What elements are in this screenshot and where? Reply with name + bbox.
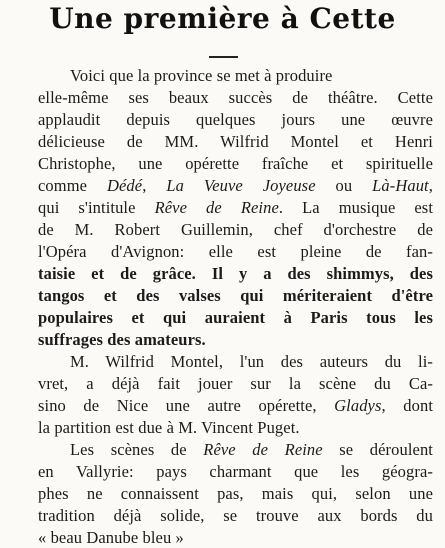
text-run: en Vallyrie: pays charmant que les géogra- — [38, 462, 433, 481]
text-run: elle-même ses beaux succès de théâtre. Cette — [38, 88, 433, 107]
text-run: Christophe, une opérette fraîche et spirituelle — [38, 154, 433, 173]
text-run: applaudit depuis quelques jours une œuvre — [38, 110, 433, 129]
text-run: populaires et qui auraient à Paris tous les — [38, 308, 433, 327]
text-line — [38, 418, 433, 438]
text-run: suffrages des amateurs. — [38, 330, 206, 349]
italic-title: Dédé — [106, 176, 143, 195]
text-line — [38, 242, 433, 262]
text-run: phes ne connaissent pas, mais qui, selon une — [38, 484, 433, 503]
text-run: , — [428, 176, 433, 195]
text-run: . La musique est — [278, 198, 434, 217]
text-line — [38, 308, 433, 328]
text-run: l'Opéra d'Avignon: elle est pleine de fan- — [38, 242, 433, 261]
text-line — [38, 506, 433, 526]
text-line — [38, 286, 433, 306]
text-run: taisie et de grâce. Il y a des shimmys, des — [38, 264, 433, 283]
text-run: la partition est due à M. Vincent Puget. — [38, 418, 300, 437]
text-line — [38, 176, 433, 196]
text-run: Voici que la province se met à produire — [70, 66, 333, 85]
text-line — [38, 462, 433, 482]
text-line — [38, 374, 433, 394]
text-line — [38, 198, 433, 218]
text-line — [38, 484, 433, 504]
text-run: , dont — [381, 396, 434, 415]
text-run: Les scènes de — [70, 440, 204, 459]
headline: Une première à Cette — [49, 2, 396, 35]
text-run: se déroulent — [322, 440, 433, 459]
text-line — [70, 352, 433, 372]
headline-rule — [209, 56, 238, 58]
text-run: vret, a déjà fait jouer sur la scène du Ca- — [38, 374, 433, 393]
text-line — [38, 264, 433, 284]
text-run: sino de Nice une autre opérette, — [38, 396, 335, 415]
text-run: tradition déjà solide, se trouve aux bords du — [38, 506, 433, 525]
text-run: délicieuse de MM. Wilfrid Montel et Henri — [38, 132, 433, 151]
text-line — [70, 440, 433, 460]
text-line — [38, 110, 433, 130]
text-line — [38, 396, 433, 416]
text-line — [38, 88, 433, 108]
text-run: qui s'intitule — [38, 198, 155, 217]
italic-title: La Veuve Joyeuse — [166, 176, 316, 195]
text-line — [38, 330, 433, 350]
italic-title: Là-Haut — [372, 176, 429, 195]
text-run: M. Wilfrid Montel, l'un des auteurs du li- — [70, 352, 433, 371]
text-line — [38, 154, 433, 174]
text-line — [38, 220, 433, 240]
text-run: « beau Danube bleu » — [38, 528, 184, 547]
text-run: tangos et des valses qui mériteraient d'être — [38, 286, 433, 305]
text-run: comme — [38, 176, 107, 195]
text-run: , — [142, 176, 167, 195]
italic-title: Rêve de Reine — [203, 440, 323, 459]
italic-title: Gladys — [334, 396, 382, 415]
italic-title: Rêve de Reine — [154, 198, 279, 217]
text-line — [38, 132, 433, 152]
text-run: ou — [315, 176, 373, 195]
text-run: de M. Robert Guillemin, chef d'orchestre de — [38, 220, 433, 239]
text-line — [38, 528, 338, 548]
text-line — [70, 66, 403, 86]
